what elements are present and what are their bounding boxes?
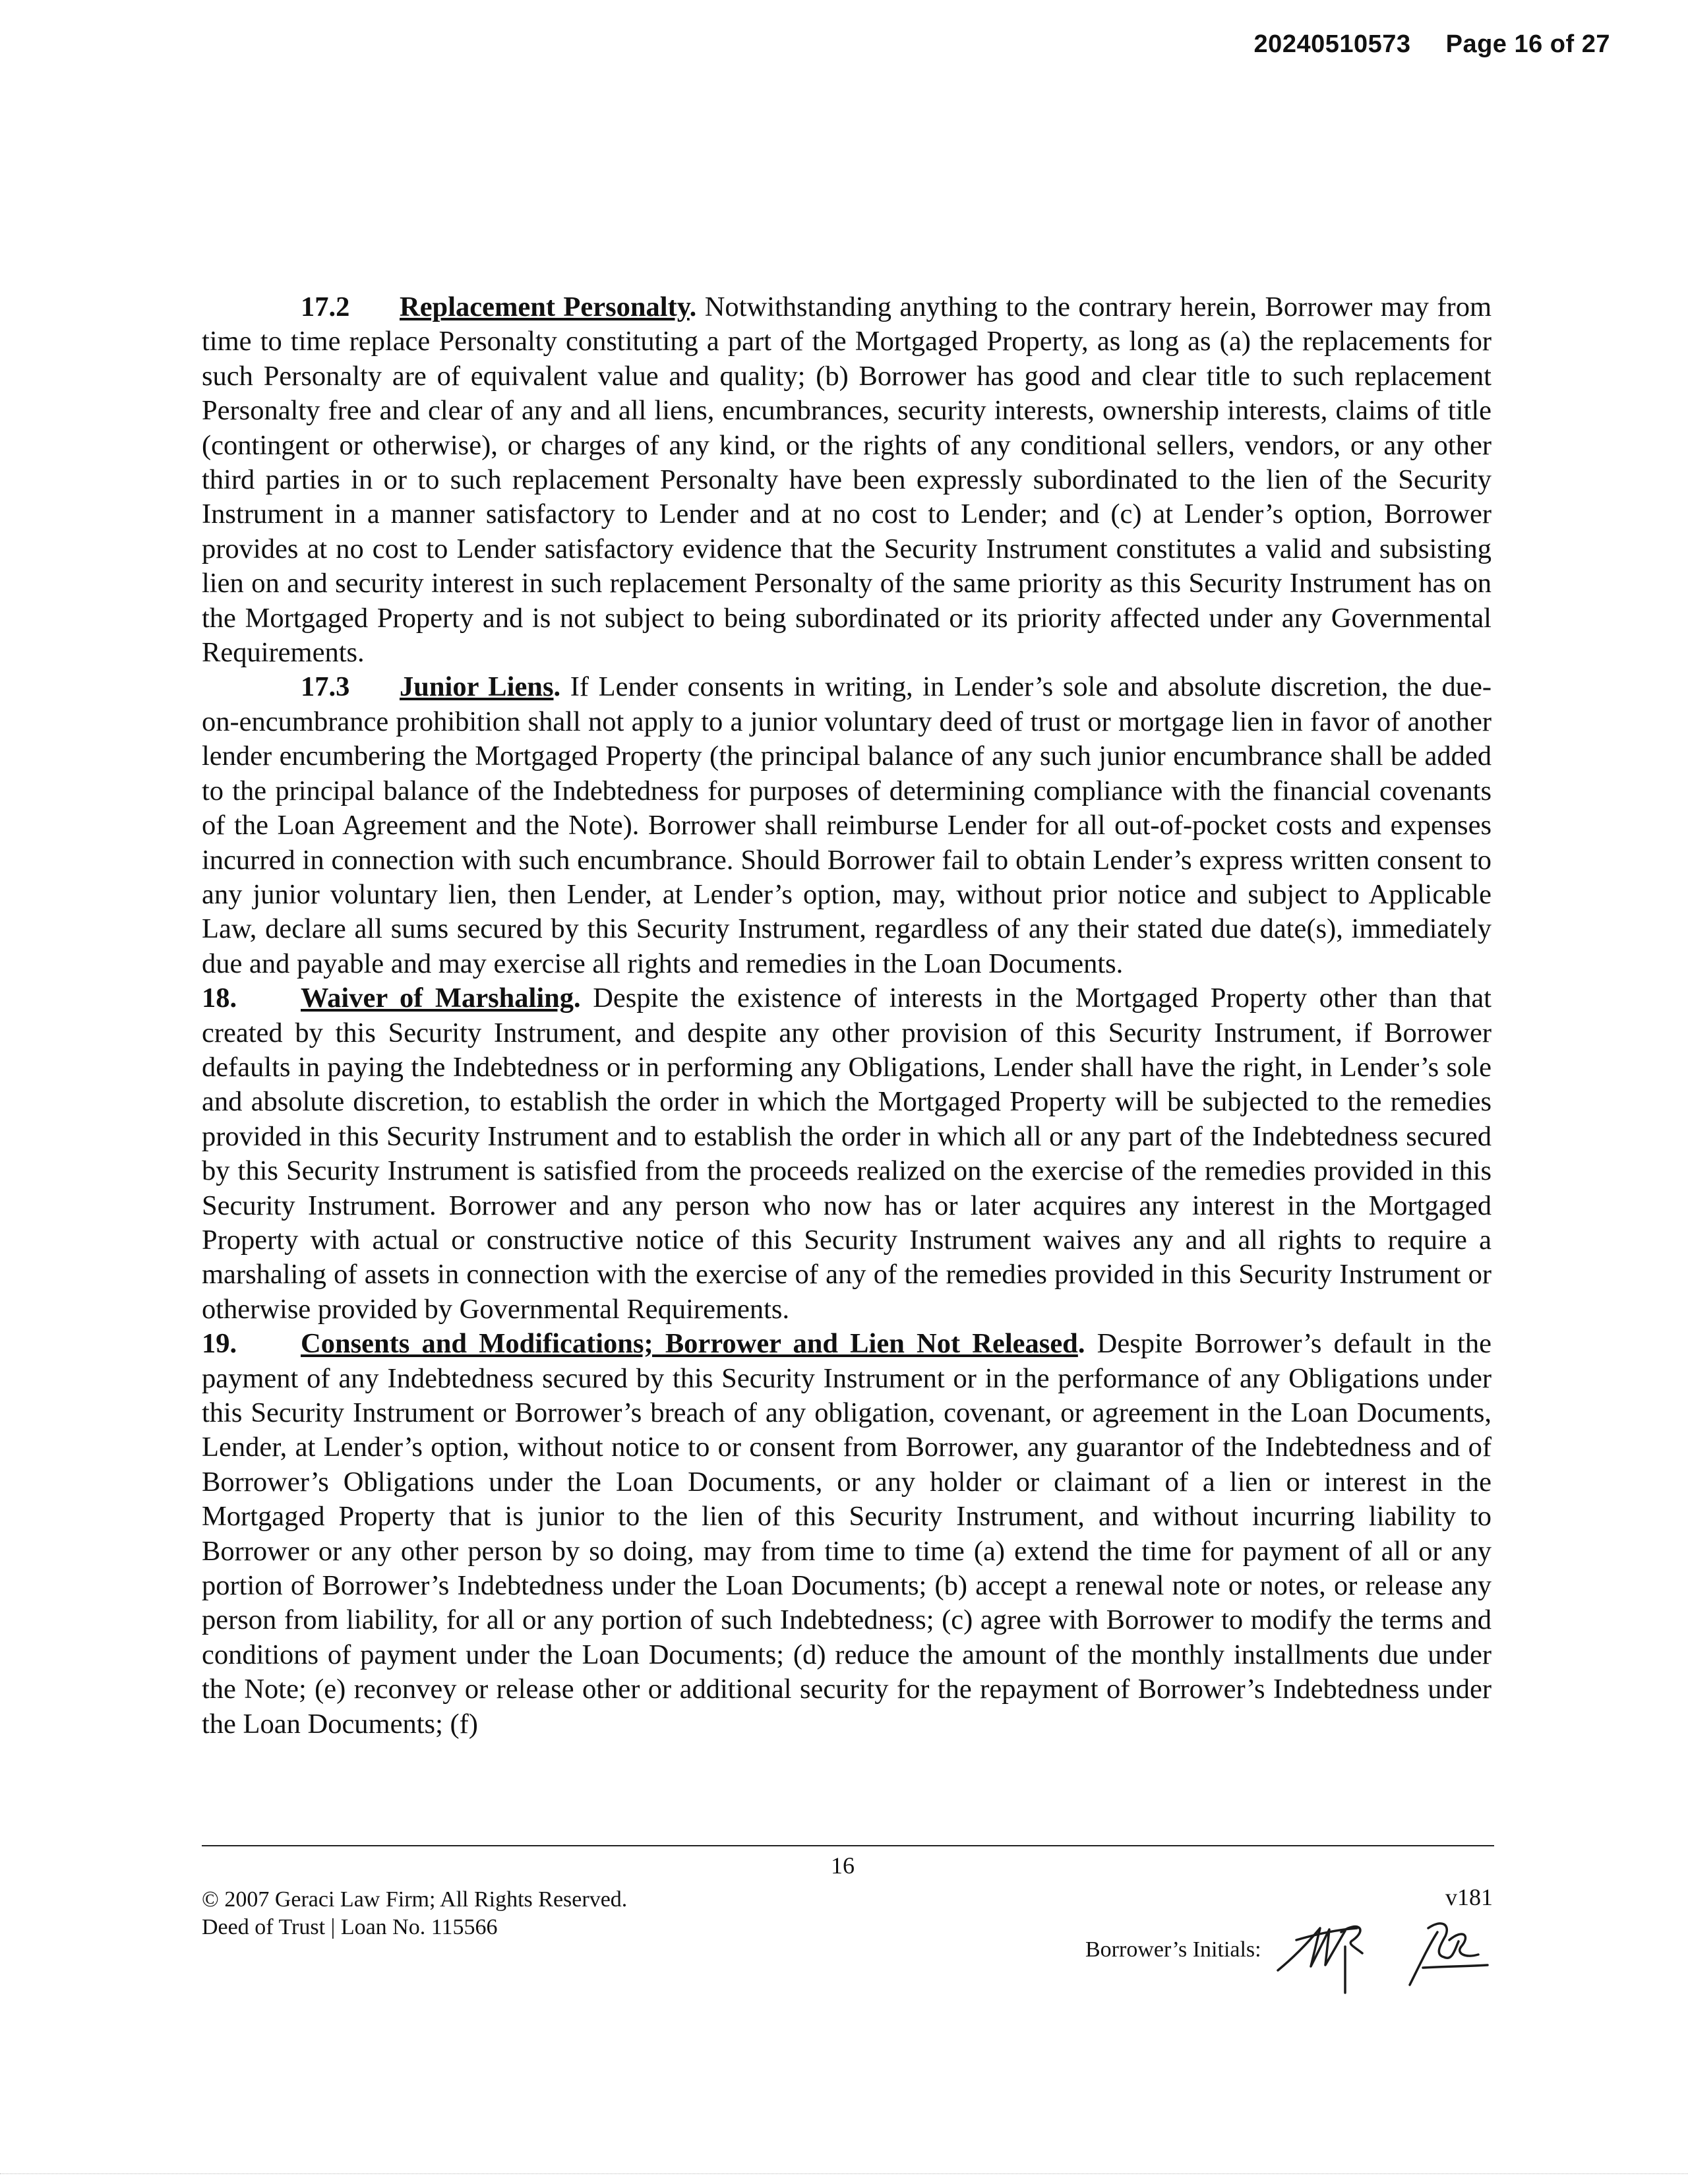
section-text: Despite Borrower’s default in the payment of any Indebtedness secured by this Security Instrument or in the performance of any Obligations under this Security Instrument or Borrower’s breach of any obligation, covenant, or agreement in the Loan Documents, Lender, at Lender’s option, without notice to or consent from Borrower, any guarantor of the Indebtedness and of Borrower’s Obligations under the Loan Documents, or any holder or claimant of a lien or interest in the Mortgaged Property that is junior to the lien of this Security Instrument, and without incurring liability to Borrower or any other person by so doing, may from time to time (a) extend the time for payment of all or any portion of Borrower’s Indebtedness under the Loan Documents; (b) accept a renewal note or notes, or release any person from liability, for all or any portion of such Indebtedness; (c) agree with Borrower to modify the terms and conditions of payment under the Loan Documents; (d) reduce the amount of the monthly installments due under the Note; (e) reconvey or release other or additional security for the repayment of Borrower’s Indebtedness under the Loan Documents; (f) [202, 1328, 1492, 1740]
section-17-2: 17.2 Replacement Personalty. Notwithstanding anything to the contrary herein, Borrower may from time to time replace Personalty constituting a part of the Mortgaged Property, as long as (a) the replacements for such Personalty are of equivalent value and quality; (b) Borrower has good and clear title to such replacement Personalty free and clear of any and all liens, encumbrances, security interests, ownership interests, claims of title (contingent or otherwise), or charges of any kind, or the rights of any conditional sellers, vendors, or any other third parties in or to such replacement Personalty have been expressly subordinated to the lien of the Security Instrument in a manner satisfactory to Lender and at no cost to Lender; and (c) at Lender’s option, Borrower provides at no cost to Lender satisfactory evidence that the Security Instrument constitutes a valid and subsisting lien on and security interest in such replacement Personalty of the same priority as this Security Instrument has on the Mortgaged Property and is not subject to being subordinated or its priority affected under any Governmental Requirements. [202, 291, 1492, 669]
initials-label: Borrower’s Initials: [1085, 1937, 1261, 1962]
section-heading: Waiver of Marshaling [301, 983, 574, 1014]
page-indicator: Page 16 of 27 [1445, 30, 1610, 58]
document-title: Deed of Trust | Loan No. 115566 [202, 1915, 498, 1939]
section-18: 18. Waiver of Marshaling. Despite the existence of interests in the Mortgaged Property other than that created by this Security Instrument, and despite any other provision of this Security Instrument, if Borrower defaults in paying the Indebtedness or in performing any Obligations, Lender shall have the right, in Lender’s sole and absolute discretion, to establish the order in which the Mortgaged Property will be subjected to the remedies provided in this Security Instrument and to establish the order in which all or any part of the Indebtedness secured by this Security Instrument is satisfied from the proceeds realized on the exercise of the remedies provided in this Security Instrument. Borrower and any person who now has or later acquires any interest in the Mortgaged Property with actual or constructive notice of this Security Instrument waives any and all rights to require a marshaling of assets in connection with the exercise of any of the remedies provided in this Security Instrument or otherwise provided by Governmental Requirements. [202, 983, 1492, 1325]
recording-stamp [1254, 30, 1610, 59]
section-number: 17.2 [301, 291, 350, 322]
footer-divider [202, 1845, 1494, 1846]
document-number: 20240510573 [1253, 30, 1411, 58]
scan-edge-line [0, 2173, 1688, 2174]
section-number: 18. [202, 983, 237, 1014]
copyright-notice: © 2007 Geraci Law Firm; All Rights Reserved. [202, 1887, 628, 1912]
footer-copyright-block [202, 1886, 627, 1941]
section-number: 17.3 [301, 671, 350, 703]
section-heading: Replacement Personalty [400, 291, 690, 322]
page-number: 16 [831, 1852, 855, 1879]
section-text: Despite the existence of interests in the Mortgaged Property other than that created by this Security Instrument, and despite any other provision of this Security Instrument, if Borrower defaults in paying the Indebtedness or in performing any Obligations, Lender shall have the right, in Lender’s sole and absolute discretion, to establish the order in which the Mortgaged Property will be subjected to the remedies provided in this Security Instrument and to establish the order in which all or any part of the Indebtedness secured by this Security Instrument is satisfied from the proceeds realized on the exercise of the remedies provided in this Security Instrument. Borrower and any person who now has or later acquires any interest in the Mortgaged Property with actual or constructive notice of this Security Instrument waives any and all rights to require a marshaling of assets in connection with the exercise of any of the remedies provided in this Security Instrument or otherwise provided by Governmental Requirements. [202, 983, 1492, 1325]
section-number: 19. [202, 1328, 237, 1360]
document-body [202, 290, 1492, 1742]
section-19: 19. Consents and Modifications; Borrower and Lien Not Released. Despite Borrower’s default in the payment of any Indebtedness secured by this Security Instrument or in the performance of any Obligations under this Security Instrument or Borrower’s breach of any obligation, covenant, or agreement in the Loan Documents, Lender, at Lender’s option, without notice to or consent from Borrower, any guarantor of the Indebtedness and of Borrower’s Obligations under the Loan Documents, or any holder or claimant of a lien or interest in the Mortgaged Property that is junior to the lien of this Security Instrument, and without incurring liability to Borrower or any other person by so doing, may from time to time (a) extend the time for payment of all or any portion of Borrower’s Indebtedness under the Loan Documents; (b) accept a renewal note or notes, or release any person from liability, for all or any portion of such Indebtedness; (c) agree with Borrower to modify the terms and conditions of payment under the Loan Documents; (d) reduce the amount of the monthly installments due under the Note; (e) reconvey or release other or additional security for the repayment of Borrower’s Indebtedness under the Loan Documents; (f) [202, 1328, 1492, 1740]
section-heading: Consents and Modifications; Borrower and Lien Not Released [301, 1328, 1078, 1360]
version-label: v181 [1445, 1884, 1493, 1910]
section-text: Notwithstanding anything to the contrary herein, Borrower may from time to time replace Personalty constituting a part of the Mortgaged Property, as long as (a) the replacements for such Personalty are of equivalent value and quality; (b) Borrower has good and clear title to such replacement Personalty free and clear of any and all liens, encumbrances, security interests, ownership interests, claims of title (contingent or otherwise), or charges of any kind, or the rights of any conditional sellers, vendors, or any other third parties in or to such replacement Personalty have been expressly subordinated to the lien of the Security Instrument in a manner satisfactory to Lender and at no cost to Lender; and (c) at Lender’s option, Borrower provides at no cost to Lender satisfactory evidence that the Security Instrument constitutes a valid and subsisting lien on and security interest in such replacement Personalty of the same priority as this Security Instrument has on the Mortgaged Property and is not subject to being subordinated or its priority affected under any Governmental Requirements. [202, 291, 1492, 669]
section-17-3: 17.3 Junior Liens. If Lender consents in writing, in Lender’s sole and absolute discretion, the due-on-encumbrance prohibition shall not apply to a junior voluntary deed of trust or mortgage lien in favor of another lender encumbering the Mortgaged Property (the principal balance of any such junior encumbrance shall be added to the principal balance of the Indebtedness for purposes of determining compliance with the financial covenants of the Loan Agreement and the Note). Borrower shall reimburse Lender for all out-of-pocket costs and expenses incurred in connection with such encumbrance. Should Borrower fail to obtain Lender’s express written consent to any junior voluntary lien, then Lender, at Lender’s option, may, without prior notice and subject to Applicable Law, declare all sums secured by this Security Instrument, regardless of any their stated due date(s), immediately due and payable and may exercise all rights and remedies in the Loan Documents. [202, 671, 1492, 979]
handwritten-initials-icon [1273, 1906, 1497, 2005]
section-text: If Lender consents in writing, in Lender’s sole and absolute discretion, the due-on-encumbrance prohibition shall not apply to a junior voluntary deed of trust or mortgage lien in favor of another lender encumbering the Mortgaged Property (the principal balance of any such junior encumbrance shall be added to the principal balance of the Indebtedness for purposes of determining compliance with the financial covenants of the Loan Agreement and the Note). Borrower shall reimburse Lender for all out-of-pocket costs and expenses incurred in connection with such encumbrance. Should Borrower fail to obtain Lender’s express written consent to any junior voluntary lien, then Lender, at Lender’s option, may, without prior notice and subject to Applicable Law, declare all sums secured by this Security Instrument, regardless of any their stated due date(s), immediately due and payable and may exercise all rights and remedies in the Loan Documents. [202, 671, 1492, 979]
section-heading: Junior Liens [400, 671, 554, 703]
